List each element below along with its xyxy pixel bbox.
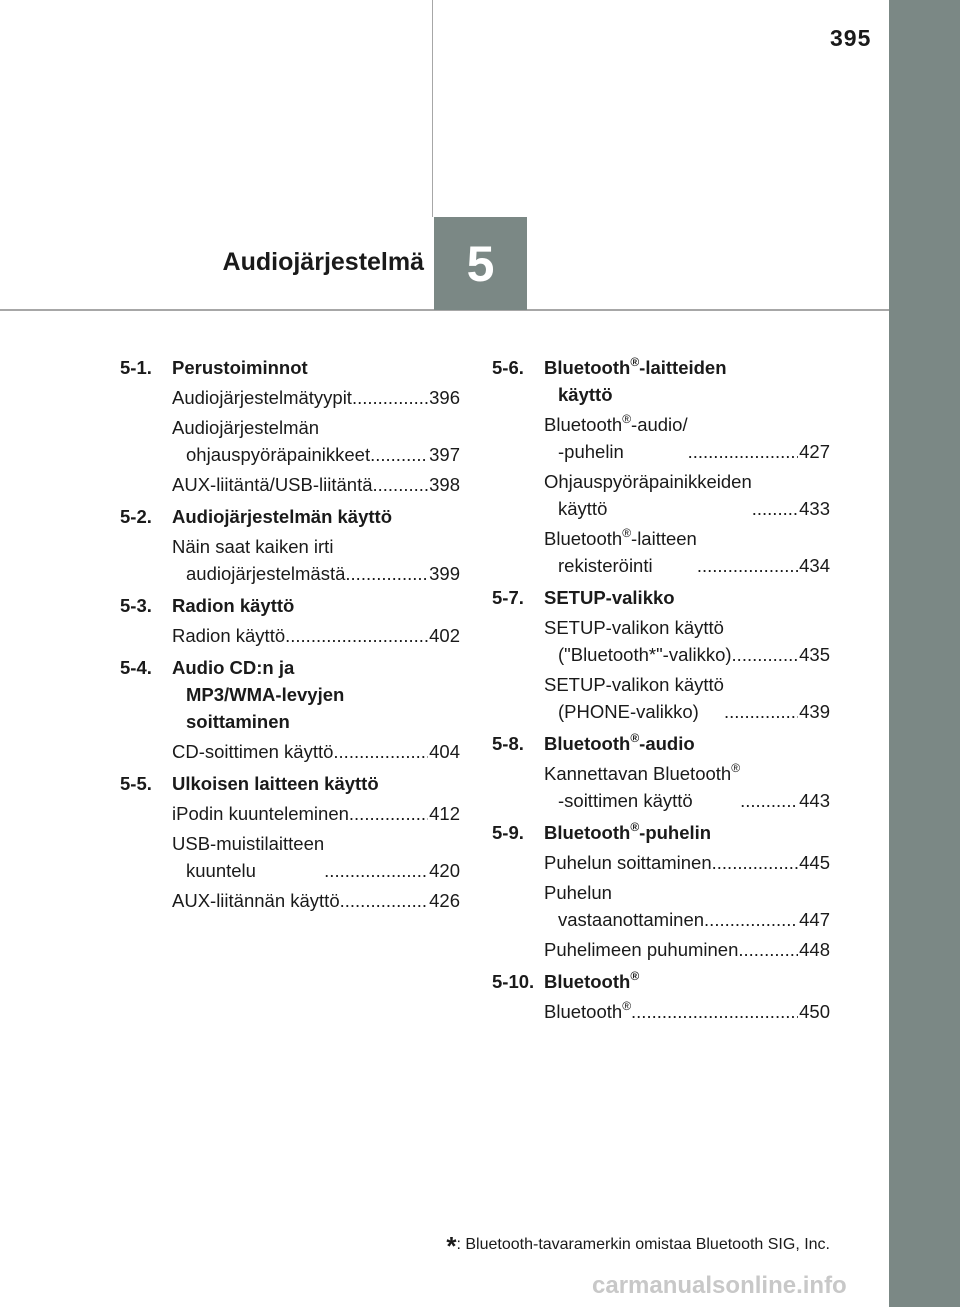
toc-entry[interactable] bbox=[492, 614, 830, 668]
toc-entry[interactable] bbox=[492, 411, 830, 465]
section-title: SETUP-valikko bbox=[544, 587, 675, 608]
entry-title-continued: -soittimen käyttö bbox=[558, 790, 693, 811]
watermark: carmanualsonline.info bbox=[592, 1272, 847, 1299]
entry-title: AUX-liitäntä/USB-liitäntä bbox=[172, 474, 373, 495]
entry-title: Kannettavan Bluetooth bbox=[544, 763, 732, 784]
entry-title: Näin saat kaiken irti bbox=[172, 536, 334, 557]
entry-title: Bluetooth bbox=[544, 414, 623, 435]
entry-title: Puhelun soittaminen bbox=[544, 852, 712, 873]
entry-title: Ohjauspyöräpainikkeiden bbox=[544, 471, 752, 492]
registered-mark: ® bbox=[630, 969, 640, 983]
entry-title: -laitteen bbox=[631, 528, 697, 549]
entry-title-continued: (PHONE-valikko) bbox=[558, 701, 699, 722]
entry-title: iPodin kuunteleminen bbox=[172, 803, 349, 824]
footnote bbox=[446, 1225, 830, 1261]
entry-title-continued: vastaanottaminen bbox=[558, 909, 705, 930]
entry-title-continued: audiojärjestelmästä bbox=[186, 563, 346, 584]
toc-entry[interactable] bbox=[120, 414, 460, 468]
section-number: 5-7. bbox=[492, 587, 524, 608]
entry-title-continued: käyttö bbox=[558, 498, 608, 519]
entry-title: Bluetooth bbox=[544, 1001, 623, 1022]
toc-entry[interactable] bbox=[492, 525, 830, 579]
toc-section[interactable] bbox=[120, 770, 460, 797]
entry-page: 402 bbox=[429, 625, 460, 646]
entry-page: 443 bbox=[799, 790, 830, 811]
registered-mark: ® bbox=[630, 731, 640, 745]
section-number: 5-3. bbox=[120, 595, 152, 616]
toc-entry[interactable] bbox=[120, 622, 460, 649]
section-title: Bluetooth bbox=[544, 357, 631, 378]
page-number: 395 bbox=[830, 25, 872, 51]
toc-entry[interactable] bbox=[120, 887, 460, 914]
section-number: 5-2. bbox=[120, 506, 152, 527]
entry-title-continued: ("Bluetooth*"-valikko) bbox=[558, 644, 732, 665]
section-title-continued: käyttö bbox=[558, 384, 613, 405]
entry-title-continued: -puhelin bbox=[558, 441, 624, 462]
toc-section[interactable] bbox=[120, 503, 460, 530]
entry-title-continued: ohjauspyöräpainikkeet bbox=[186, 444, 371, 465]
section-title: -audio bbox=[639, 733, 695, 754]
entry-page: 399 bbox=[429, 563, 460, 584]
section-title: Audio CD:n ja bbox=[172, 657, 295, 678]
entry-title: Puhelimeen puhuminen bbox=[544, 939, 739, 960]
toc-entry[interactable] bbox=[120, 533, 460, 587]
entry-page: 448 bbox=[799, 939, 830, 960]
entry-title: Audiojärjestelmän bbox=[172, 417, 320, 438]
toc-section[interactable] bbox=[492, 354, 830, 408]
entry-title: SETUP-valikon käyttö bbox=[544, 617, 724, 638]
registered-mark: ® bbox=[622, 999, 632, 1013]
toc-right-column bbox=[492, 354, 830, 1025]
entry-page: 396 bbox=[429, 387, 460, 408]
entry-page: 412 bbox=[429, 803, 460, 824]
registered-mark: ® bbox=[630, 820, 640, 834]
footnote-mark: * bbox=[446, 1231, 457, 1261]
toc-section[interactable] bbox=[120, 354, 460, 381]
toc-entry[interactable] bbox=[492, 849, 830, 876]
section-number: 5-10. bbox=[492, 971, 535, 992]
toc-section[interactable] bbox=[120, 592, 460, 619]
entry-page: 397 bbox=[429, 444, 460, 465]
entry-title: Bluetooth bbox=[544, 528, 623, 549]
toc-entry[interactable] bbox=[492, 468, 830, 522]
section-number: 5-4. bbox=[120, 657, 152, 678]
entry-page: 427 bbox=[799, 441, 830, 462]
entry-page: 404 bbox=[429, 741, 460, 762]
section-number: 5-6. bbox=[492, 357, 524, 378]
entry-page: 445 bbox=[799, 852, 830, 873]
section-number: 5-8. bbox=[492, 733, 524, 754]
entry-title: Puhelun bbox=[544, 882, 612, 903]
entry-title: USB-muistilaitteen bbox=[172, 833, 325, 854]
section-title: Bluetooth bbox=[544, 971, 631, 992]
chapter-title: Audiojärjestelmä bbox=[222, 248, 424, 276]
entry-title: -audio/ bbox=[631, 414, 688, 435]
chapter-number-box bbox=[434, 217, 527, 310]
section-number: 5-5. bbox=[120, 773, 152, 794]
section-title: Bluetooth bbox=[544, 822, 631, 843]
toc-section[interactable] bbox=[120, 654, 460, 735]
toc-entry[interactable] bbox=[492, 879, 830, 933]
registered-mark: ® bbox=[731, 761, 741, 775]
entry-page: 439 bbox=[799, 701, 830, 722]
toc-entry[interactable] bbox=[492, 760, 830, 814]
footnote-text: : Bluetooth-tavaramerkin omistaa Bluetooth SIG, Inc. bbox=[456, 1236, 830, 1253]
entry-page: 398 bbox=[429, 474, 460, 495]
registered-mark: ® bbox=[630, 355, 640, 369]
registered-mark: ® bbox=[622, 526, 632, 540]
entry-page: 420 bbox=[429, 860, 460, 881]
toc-entry[interactable] bbox=[492, 998, 830, 1025]
section-number: 5-9. bbox=[492, 822, 524, 843]
entry-page: 433 bbox=[799, 498, 830, 519]
entry-page: 426 bbox=[429, 890, 460, 911]
section-title: -laitteiden bbox=[639, 357, 727, 378]
entry-page: 435 bbox=[799, 644, 830, 665]
entry-title: AUX-liitännän käyttö bbox=[172, 890, 340, 911]
toc-entry[interactable] bbox=[120, 800, 460, 827]
entry-title: SETUP-valikon käyttö bbox=[544, 674, 724, 695]
header-vertical-rule bbox=[432, 0, 433, 217]
chapter-number: 5 bbox=[466, 235, 495, 292]
toc-entry[interactable] bbox=[492, 936, 830, 963]
toc-entry[interactable] bbox=[120, 830, 460, 884]
toc-section[interactable] bbox=[492, 730, 830, 757]
entry-title: Radion käyttö bbox=[172, 625, 286, 646]
entry-title-continued: kuuntelu bbox=[186, 860, 256, 881]
section-title-continued: soittaminen bbox=[186, 711, 290, 732]
entry-page: 447 bbox=[799, 909, 830, 930]
entry-page: 434 bbox=[799, 555, 830, 576]
toc-section[interactable] bbox=[492, 819, 830, 846]
toc-entry[interactable] bbox=[120, 471, 460, 498]
entry-title: Audiojärjestelmätyypit bbox=[172, 387, 352, 408]
toc-section[interactable] bbox=[492, 968, 830, 995]
chapter-sidebar-tab bbox=[889, 0, 960, 1307]
entry-title: CD-soittimen käyttö bbox=[172, 741, 334, 762]
toc-entry[interactable] bbox=[120, 738, 460, 765]
section-title: Radion käyttö bbox=[172, 595, 295, 616]
registered-mark: ® bbox=[622, 412, 632, 426]
toc-left-column bbox=[120, 354, 460, 914]
section-title: Ulkoisen laitteen käyttö bbox=[172, 773, 379, 794]
section-number: 5-1. bbox=[120, 357, 152, 378]
toc-entry[interactable] bbox=[120, 384, 460, 411]
toc-section[interactable] bbox=[492, 584, 830, 611]
section-title: Audiojärjestelmän käyttö bbox=[172, 506, 393, 527]
entry-title-continued: rekisteröinti bbox=[558, 555, 653, 576]
section-title: -puhelin bbox=[639, 822, 712, 843]
section-title-continued: MP3/WMA-levyjen bbox=[186, 684, 345, 705]
section-title: Perustoiminnot bbox=[172, 357, 308, 378]
entry-page: 450 bbox=[799, 1001, 830, 1022]
toc-entry[interactable] bbox=[492, 671, 830, 725]
section-title: Bluetooth bbox=[544, 733, 631, 754]
